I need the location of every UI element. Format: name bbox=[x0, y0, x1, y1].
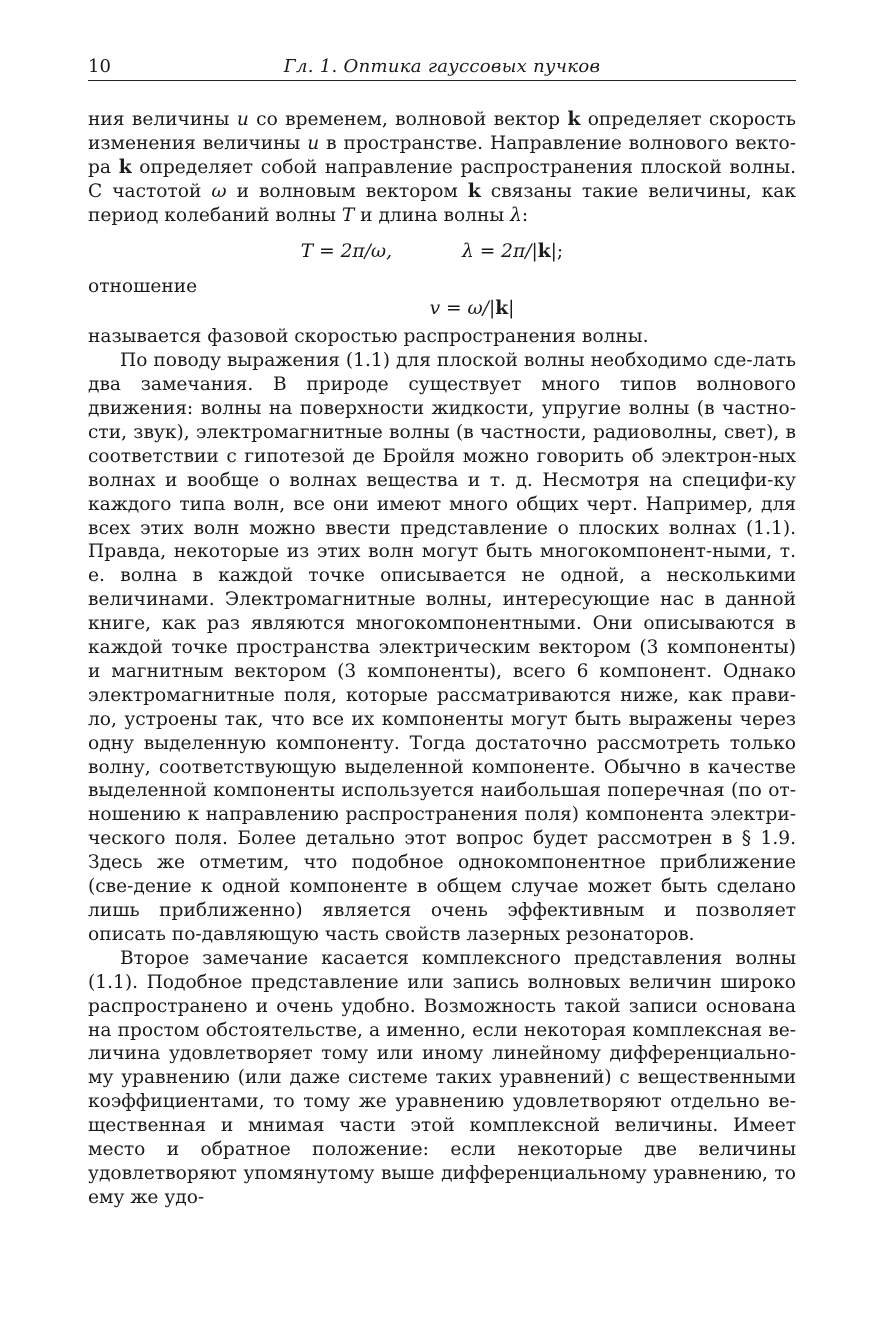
math-u: u bbox=[307, 132, 320, 154]
vector-k: k bbox=[567, 109, 581, 130]
vector-k: k bbox=[118, 156, 132, 178]
vector-k: k bbox=[495, 298, 509, 320]
math-omega: ω bbox=[211, 180, 227, 202]
math-u: u bbox=[236, 109, 249, 130]
paragraph-complex-representation: Второе замечание касается комплексного представления волны (1.1). Подобное представление или запись волновых величин широко распространено и очень удобно. Возможность такой записи основана на простом обстоятельстве, а именно, если некоторая комплексная ве-личина удовлетворяет тому или иному линейному дифференциально-му уравнению (или даже системе таких уравнений) с вещественными коэффициентами, то тому же уравнению удовлетворяют отдельно ве-щественная и мнимая части этой комплексной величины. Имеет место и обратное положение: если некоторые две величины удовлетворяют упомянутому выше дифференциальному уравнению, то ему же удо- bbox=[88, 947, 796, 1208]
equation-phase-velocity: v = ω/|k| bbox=[429, 298, 515, 320]
vector-k: k bbox=[537, 240, 551, 262]
page-body bbox=[88, 108, 796, 1210]
equation-period: T = 2π/ω, bbox=[300, 240, 392, 262]
math-lambda: λ bbox=[510, 204, 522, 226]
relation-label: отношение bbox=[88, 276, 198, 298]
math-T: T bbox=[341, 204, 355, 226]
vector-k: k bbox=[467, 180, 481, 202]
phase-velocity-text: называется фазовой скоростью распространения волны. bbox=[88, 326, 649, 348]
chapter-title: Гл. 1. Оптика гауссовых пучков bbox=[283, 56, 601, 77]
page-number: 10 bbox=[88, 56, 111, 77]
paragraph-remarks: По поводу выражения (1.1) для плоской волны необходимо сде-лать два замечания. В природе существует много типов волнового движения: волны на поверхности жидкости, упругие волны (в частно-сти, звук), электромагнитные волны (в частности, радиоволны, свет), в соответствии с гипотезой де Бройля можно говорить об электрон-ных волнах и вообще о волнах вещества и т. д. Несмотря на специфи-ку каждого типа волн, все они имеют много общих черт. Например, для всех этих волн можно ввести представление о плоских волнах (1.1). Правда, некоторые из этих волн могут быть многокомпонент-ными, т. е. волна в каждой точке описывается не одной, а несколькими величинами. Электромагнитные волны, интересующие нас в данной книге, как раз являются многокомпонентными. Они описываются в каждой точке пространства электрическим вектором (3 компоненты) и магнитным вектором (3 компоненты), всего 6 компонент. Однако электромагнитные поля, которые рассматриваются ниже, как прави-ло, устроены так, что все их компоненты могут быть выражены через одну выделенную компоненту. Тогда достаточно рассмотреть только волну, соответствующую выделенной компоненте. Обычно в качестве выделенной компоненты используется наибольшая поперечная (по от-ношению к направлению распространения поля) компонента электри-ческого поля. Более детально этот вопрос будет рассмотрен в § 1.9. Здесь же отметим, что подобное однокомпонентное приближение (све-дение к одной компоненте в общем случае может быть сделано лишь приближенно) является очень эффективным и позволяет описать по-давляющую часть свойств лазерных резонаторов. bbox=[88, 350, 796, 945]
equation-period-wavelength: T = 2π/ω, λ = 2π/|k|; bbox=[300, 240, 564, 262]
intro-paragraph: ния величины u со временем, волновой вектор k определяет скорость изменения величины u в пространстве. Направление волнового векто-ра k определяет собой направление распространения плоской волны. С частотой ω и волновым вектором k связаны такие величины, как период колебаний волны T и длина волны λ: bbox=[88, 109, 797, 226]
running-header bbox=[88, 54, 796, 81]
